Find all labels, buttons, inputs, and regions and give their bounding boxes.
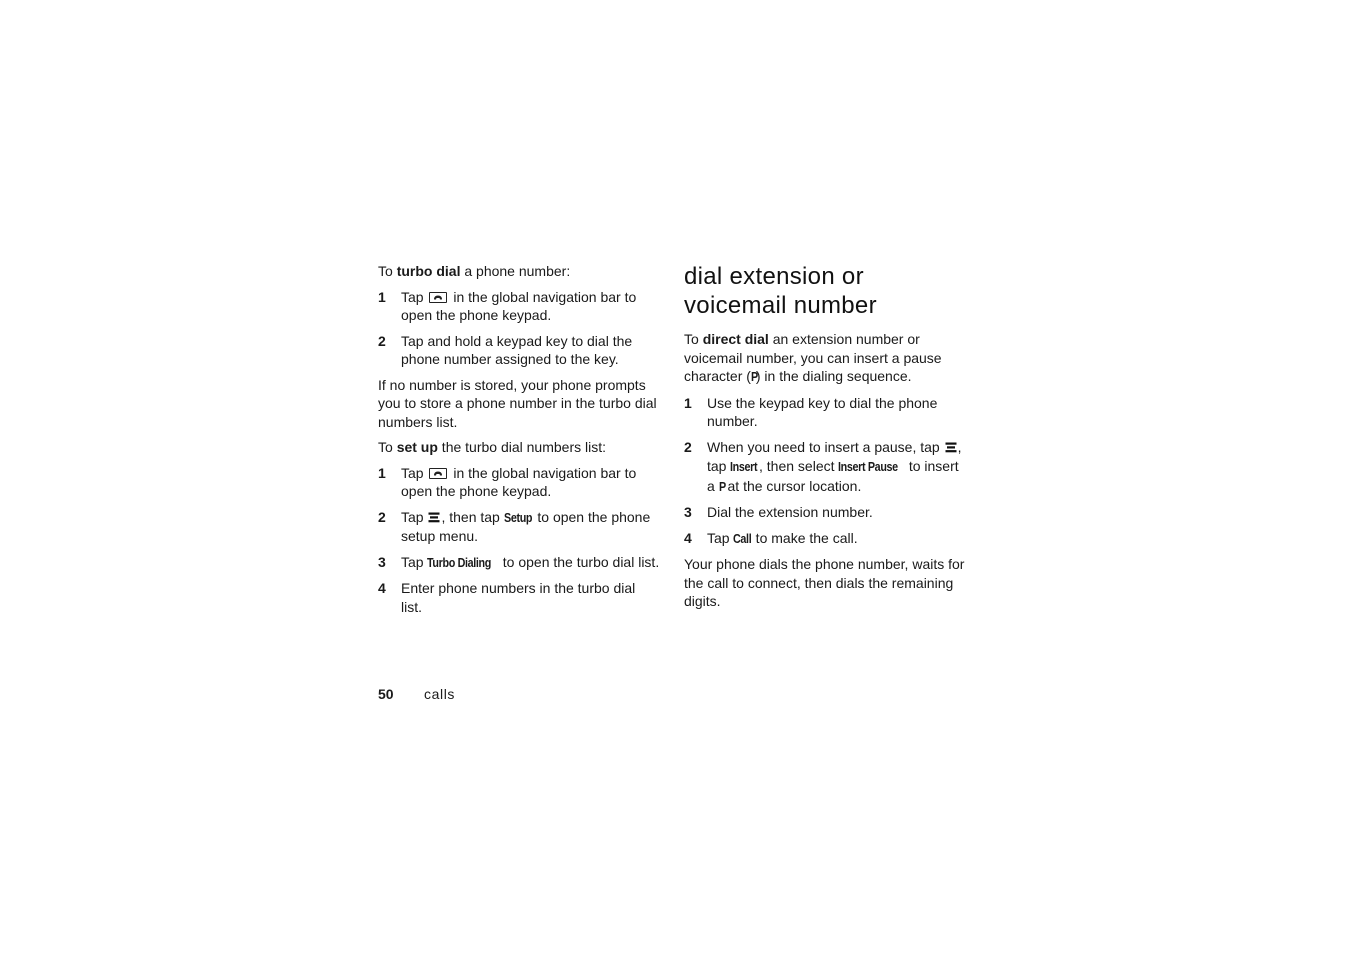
step-text-part: to open the phone setup menu.	[401, 508, 651, 544]
step-item	[684, 438, 966, 497]
step-text	[707, 438, 966, 497]
step-text-part: When you need to insert a pause, tap	[707, 438, 944, 455]
step-item	[378, 332, 660, 369]
step-text	[401, 288, 660, 325]
step-text-part: to open the turbo dial list.	[498, 553, 660, 570]
intro-text: ) in the dialing sequence.	[755, 368, 912, 384]
step-text	[401, 508, 660, 546]
insert-ui-label: Insert	[730, 460, 758, 474]
intro-keyword: set up	[396, 439, 438, 455]
left-column	[378, 262, 660, 623]
step-item	[684, 529, 966, 549]
intro-keyword: turbo dial	[396, 263, 461, 279]
step-item	[684, 394, 966, 431]
step-number: 1	[684, 394, 692, 411]
intro-text: a phone number:	[460, 263, 571, 279]
section-heading: dial extension or voicemail number	[684, 263, 877, 319]
step-number: 1	[378, 464, 386, 481]
setup-ui-label: Setup	[503, 510, 532, 525]
page-number: 50	[378, 686, 394, 702]
step-text-part: , then tap	[441, 508, 504, 525]
menu-icon	[945, 439, 957, 458]
step-text-part: Tap	[401, 553, 428, 570]
direct-dial-outro: Your phone dials the phone number, waits for the call to connect, then dials the remaining digits.	[684, 556, 965, 609]
step-text: Enter phone numbers in the turbo dial list.	[401, 580, 636, 615]
menu-icon	[428, 509, 440, 528]
intro-text: the turbo dial numbers list:	[437, 439, 607, 455]
right-column	[684, 262, 966, 618]
intro-keyword: direct dial	[702, 331, 769, 347]
call-ui-label: Call	[733, 531, 752, 546]
setup-intro	[378, 438, 660, 457]
step-text: Use the keypad key to dial the phone number.	[707, 394, 938, 429]
step-text-part: , then select	[759, 458, 839, 474]
step-text-part: to insert a	[707, 458, 959, 494]
step-item	[378, 464, 660, 501]
step-text-part: Tap	[401, 464, 428, 481]
step-item	[684, 503, 966, 522]
step-text	[707, 529, 966, 549]
direct-dial-intro	[684, 330, 966, 387]
pause-char-label: P	[718, 479, 726, 494]
step-text: Tap and hold a keypad key to dial the phone number assigned to the key.	[401, 332, 633, 367]
pause-char-label: P	[750, 370, 758, 384]
intro-text: To	[684, 331, 703, 347]
turbo-dial-note: If no number is stored, your phone prompts you to store a phone number in the turbo dial numbers list.	[378, 376, 657, 430]
step-text-part: to make the call.	[751, 529, 858, 546]
step-text-part: Tap	[401, 508, 428, 525]
step-text-part: Tap	[707, 529, 734, 546]
step-text: Dial the extension number.	[707, 504, 873, 520]
turbo-dialing-ui-label: Turbo Dialing	[427, 555, 492, 570]
intro-text: To	[378, 439, 397, 455]
intro-text: an extension number or voicemail number, you can insert a pause character (	[684, 331, 942, 384]
step-number: 4	[684, 529, 692, 546]
page-footer	[378, 685, 455, 703]
step-number: 1	[378, 288, 386, 305]
step-text-part: in the global navigation bar to open the phone keypad.	[401, 464, 637, 499]
step-number: 4	[378, 580, 386, 596]
step-text	[401, 464, 660, 501]
step-text-part: Tap	[401, 288, 428, 305]
step-text-part: at the cursor location.	[723, 477, 862, 494]
step-number: 3	[378, 553, 386, 570]
step-text-part: in the global navigation bar to open the phone keypad.	[401, 288, 637, 323]
step-item	[378, 508, 660, 546]
step-text-part: , tap	[707, 438, 962, 474]
section-name: calls	[424, 686, 456, 702]
step-number: 3	[684, 504, 692, 520]
intro-text: To	[378, 263, 397, 279]
step-text	[401, 553, 660, 573]
phone-keypad-icon	[429, 468, 447, 479]
step-item	[378, 288, 660, 325]
insert-pause-ui-label: Insert Pause	[838, 460, 899, 474]
step-number: 2	[684, 438, 692, 455]
step-number: 2	[378, 508, 386, 525]
step-number: 2	[378, 332, 386, 349]
turbo-dial-intro	[378, 262, 660, 281]
phone-keypad-icon	[429, 292, 447, 303]
step-item	[378, 553, 660, 573]
step-item	[378, 579, 660, 616]
